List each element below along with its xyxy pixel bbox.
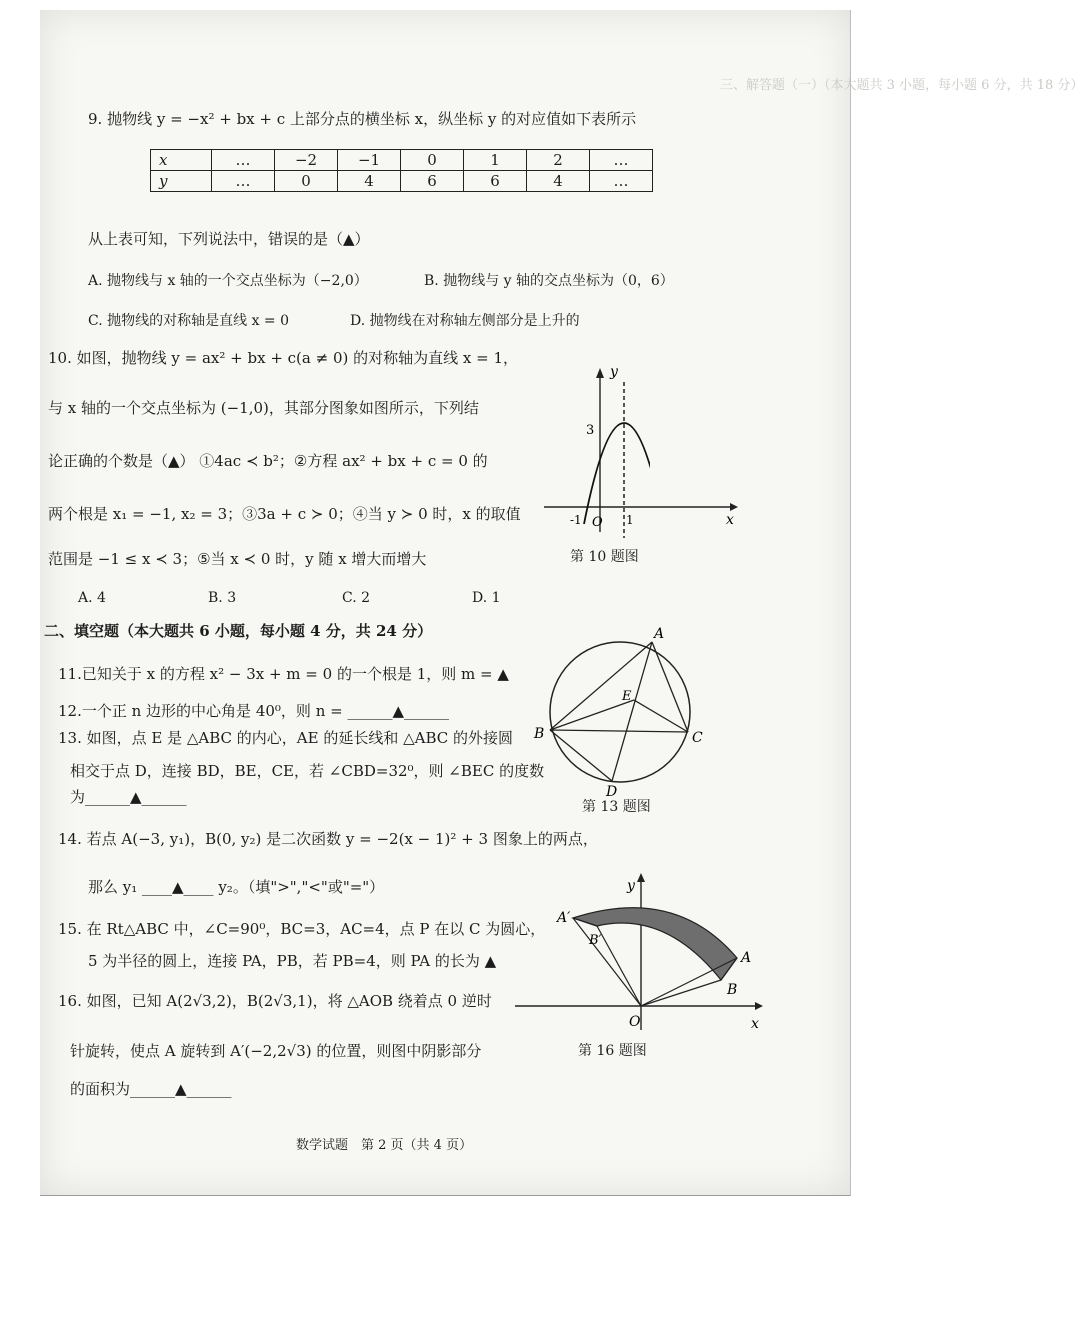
exam-page: [40, 10, 1083, 1196]
q9-prompt: 从上表可知，下列说法中，错误的是（▲）: [88, 230, 370, 248]
q16-line2: 针旋转，使点 A 旋转到 A′(−2,2√3) 的位置，则图中阴影部分: [70, 1042, 482, 1060]
y-tick-3: 3: [586, 423, 595, 438]
q10-option-d: D. 1: [472, 590, 501, 606]
q13-line2: 相交于点 D，连接 BD，BE，CE，若 ∠CBD=32⁰，则 ∠BEC 的度数: [70, 762, 545, 780]
section2-heading: 二、填空题（本大题共 6 小题，每小题 4 分，共 24 分）: [44, 622, 433, 640]
ghost-text: 三、解答题（一）（本大题共 3 小题，每小题 6 分，共 18 分）: [720, 78, 1083, 93]
x-tick-neg1: -1: [570, 513, 582, 527]
point-a-label: A: [741, 950, 752, 966]
q16-line1: 16. 如图，已知 A(2√3,2)，B(2√3,1)，将 △AOB 绕着点 0 逆时: [58, 992, 492, 1010]
q10-line2: 与 x 轴的一个交点坐标为 (−1,0)，其部分图象如图所示，下列结: [48, 399, 479, 417]
origin-label: O: [629, 1014, 641, 1030]
x-axis-label: x: [726, 512, 734, 528]
q15-line1: 15. 在 Rt△ABC 中，∠C=90⁰，BC=3，AC=4，点 P 在以 C 为圆心，: [58, 920, 546, 938]
q9-option-d: D. 抛物线在对称轴左侧部分是上升的: [350, 313, 580, 329]
q9-stem: 9. 抛物线 y = −x² + bx + c 上部分点的横坐标 x，纵坐标 y 的对应值如下表所示: [88, 110, 637, 128]
y-axis-label: y: [627, 878, 635, 894]
point-b-label: B: [534, 726, 545, 742]
q10-option-c: C. 2: [342, 590, 371, 606]
q10-caption: 第 10 题图: [570, 549, 639, 565]
q15-line2: 5 为半径的圆上，连接 PA，PB，若 PB=4，则 PA 的长为 ▲: [88, 952, 497, 970]
point-c-label: C: [692, 730, 703, 746]
q16-line3: 的面积为______▲______: [70, 1080, 232, 1098]
q10-option-a: A. 4: [78, 590, 106, 606]
q13-circle-figure: [530, 620, 710, 798]
q16-rotation-figure: [515, 870, 765, 1035]
q12: 12.一个正 n 边形的中心角是 40⁰，则 n = ______▲______: [58, 702, 449, 720]
q14-line2: 那么 y₁ ____▲____ y₂。（填">","<"或"="）: [88, 878, 385, 896]
q14-line1: 14. 若点 A(−3, y₁)，B(0, y₂) 是二次函数 y = −2(x − 1)² + 3 图象上的两点，: [58, 830, 598, 848]
q13-line1: 13. 如图，点 E 是 △ABC 的内心，AE 的延长线和 △ABC 的外接圆: [58, 729, 514, 747]
origin-label: O: [592, 515, 603, 530]
table-row: x … −2 −1 0 1 2 …: [151, 150, 653, 171]
point-e-label: E: [622, 689, 632, 704]
q10-line3: 论正确的个数是（▲） ①4ac ≺ b²；②方程 ax² + bx + c = 0 的: [48, 452, 488, 470]
q10-line5: 范围是 −1 ≤ x ≺ 3；⑤当 x ≺ 0 时，y 随 x 增大而增大: [48, 550, 427, 568]
point-a-prime-label: A′: [557, 910, 571, 926]
q9-option-b: B. 抛物线与 y 轴的交点坐标为（0，6）: [424, 273, 674, 289]
page-footer: 数学试题 第 2 页（共 4 页）: [296, 1138, 473, 1153]
point-b-label: B: [727, 982, 738, 998]
q11: 11.已知关于 x 的方程 x² − 3x + m = 0 的一个根是 1，则 m = ▲: [58, 665, 509, 683]
table-row: y … 0 4 6 6 4 …: [151, 171, 653, 192]
y-axis-label: y: [610, 364, 618, 380]
x-tick-1: 1: [626, 513, 634, 527]
x-axis-label: x: [751, 1016, 759, 1032]
q10-line1: 10. 如图，抛物线 y = ax² + bx + c(a ≠ 0) 的对称轴为直线 x = 1，: [48, 349, 518, 367]
q16-caption: 第 16 题图: [578, 1043, 647, 1059]
q9-option-a: A. 抛物线与 x 轴的一个交点坐标为（−2,0）: [88, 273, 368, 289]
point-b-prime-label: B′: [589, 933, 602, 948]
point-a-label: A: [654, 626, 665, 642]
q10-option-b: B. 3: [208, 590, 237, 606]
point-d-label: D: [606, 784, 618, 800]
q13-caption: 第 13 题图: [582, 799, 651, 815]
q9-option-c: C. 抛物线的对称轴是直线 x = 0: [88, 313, 289, 329]
q9-value-table: [150, 149, 653, 192]
q13-line3: 为______▲______: [70, 788, 187, 806]
q10-parabola-figure: [540, 362, 740, 542]
q10-line4: 两个根是 x₁ = −1, x₂ = 3；③3a + c ≻ 0；④当 y ≻ 0 时，x 的取值: [48, 505, 521, 523]
